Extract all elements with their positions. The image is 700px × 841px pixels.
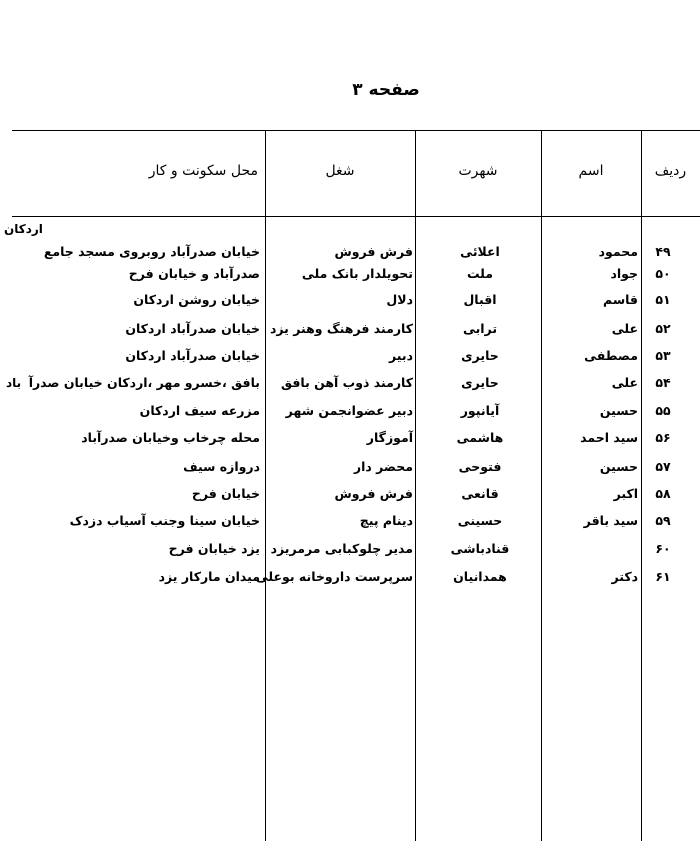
- person-name-cell: دکتر: [611, 569, 638, 584]
- family-name-cell: اعلائی: [460, 244, 500, 259]
- occupation-cell: آموزگار: [366, 430, 413, 445]
- family-name-cell: اقبال: [463, 292, 497, 307]
- family-name-cell: حایری: [461, 375, 499, 390]
- row-number-cell: ۵۹: [655, 513, 671, 528]
- person-name-cell: سید احمد: [580, 430, 638, 445]
- family-name-cell: قنادباشی: [450, 541, 510, 556]
- family-name-cell: قانعی: [461, 486, 499, 501]
- family-name-cell: آیانپور: [460, 403, 500, 418]
- address-cell: خیابان سینا وجنب آسیاب دزدک: [69, 513, 260, 528]
- person-name-cell: جواد: [610, 266, 638, 281]
- address-cell: خیابان صدرآباد اردکان: [125, 348, 260, 363]
- table-top-border: [12, 130, 700, 131]
- occupation-cell: فرش فروش: [334, 244, 413, 259]
- row-number-cell: ۵۴: [655, 375, 671, 390]
- occupation-cell: دبیر: [389, 348, 413, 363]
- person-name-cell: علی: [611, 375, 638, 390]
- family-name-cell: فتوحی: [458, 459, 502, 474]
- occupation-cell: تحویلدار بانک ملی: [301, 266, 413, 281]
- family-name-cell: حایری: [461, 348, 499, 363]
- margin-note-ardakan: اردکان: [4, 222, 43, 236]
- address-cell: محله چرخاب وخیابان صدرآباد: [81, 430, 260, 445]
- address-cell: یزد خیابان فرح: [168, 541, 260, 556]
- row-number-cell: ۵۵: [655, 403, 671, 418]
- row-number-cell: ۴۹: [655, 244, 671, 259]
- occupation-cell: کارمند فرهنگ وهنر یزد: [269, 321, 413, 336]
- family-name-cell: حسینی: [457, 513, 503, 528]
- row-number-cell: ۶۱: [655, 569, 671, 584]
- person-name-cell: قاسم: [603, 292, 638, 307]
- margin-note-bad: باد: [6, 376, 22, 390]
- row-number-cell: ۵۷: [655, 459, 671, 474]
- occupation-cell: محضر دار: [353, 459, 413, 474]
- person-name-cell: حسین: [599, 403, 638, 418]
- column-divider-name: [541, 130, 542, 841]
- row-number-cell: ۵۰: [655, 266, 671, 281]
- family-name-cell: ترابی: [462, 321, 498, 336]
- family-name-cell: هاشمی: [456, 430, 504, 445]
- person-name-cell: مصطفی: [584, 348, 638, 363]
- row-number-cell: ۵۲: [655, 321, 671, 336]
- row-number-cell: ۵۳: [655, 348, 671, 363]
- address-cell: خیابان صدرآباد اردکان: [125, 321, 260, 336]
- occupation-cell: کارمند ذوب آهن بافق: [280, 375, 413, 390]
- row-number-cell: ۵۶: [655, 430, 671, 445]
- person-name-cell: حسین: [599, 459, 638, 474]
- person-name-cell: اکبر: [613, 486, 638, 501]
- row-number-cell: ۶۰: [655, 541, 671, 556]
- occupation-cell: مدیر چلوکبابی مرمریزد: [270, 541, 413, 556]
- address-cell: مزرعه سیف اردکان: [139, 403, 260, 418]
- address-cell: خیابان روشن اردکان: [133, 292, 260, 307]
- row-number-cell: ۵۸: [655, 486, 671, 501]
- family-name-cell: همدانیان: [453, 569, 507, 584]
- address-cell: صدرآباد و خیابان فرح: [128, 266, 260, 281]
- occupation-cell: دبیر عضوانجمن شهر: [285, 403, 413, 418]
- person-name-cell: سید باقر: [583, 513, 638, 528]
- address-cell: خیابان فرح: [191, 486, 260, 501]
- header-job: شغل: [325, 163, 355, 179]
- occupation-cell: دینام پیچ: [359, 513, 413, 528]
- family-name-cell: ملت: [466, 266, 494, 281]
- occupation-cell: دلال: [386, 292, 413, 307]
- column-divider-family: [415, 130, 416, 841]
- address-cell: خیابان صدرآباد روبروی مسجد جامع: [43, 244, 260, 259]
- person-name-cell: محمود: [598, 244, 638, 259]
- address-cell: دروازه سیف: [183, 459, 260, 474]
- column-divider-job: [265, 130, 266, 841]
- address-cell: بافق ،خسرو مهر ،اردکان خیابان صدرآ: [28, 375, 260, 390]
- page-title: صفحه ۳: [352, 80, 420, 100]
- row-number-cell: ۵۱: [655, 292, 671, 307]
- person-name-cell: [554, 536, 638, 562]
- header-name: اسم: [578, 163, 604, 179]
- address-cell: میدان مارکار یزد: [158, 569, 260, 584]
- occupation-cell: فرش فروش: [334, 486, 413, 501]
- person-name-cell: علی: [611, 321, 638, 336]
- header-family: شهرت: [458, 163, 498, 179]
- header-row-number: ردیف: [654, 163, 687, 179]
- header-address: محل سکونت و کار: [148, 163, 258, 179]
- occupation-cell: سرپرست داروخانه بوعلی: [255, 569, 413, 584]
- header-divider: [12, 216, 700, 217]
